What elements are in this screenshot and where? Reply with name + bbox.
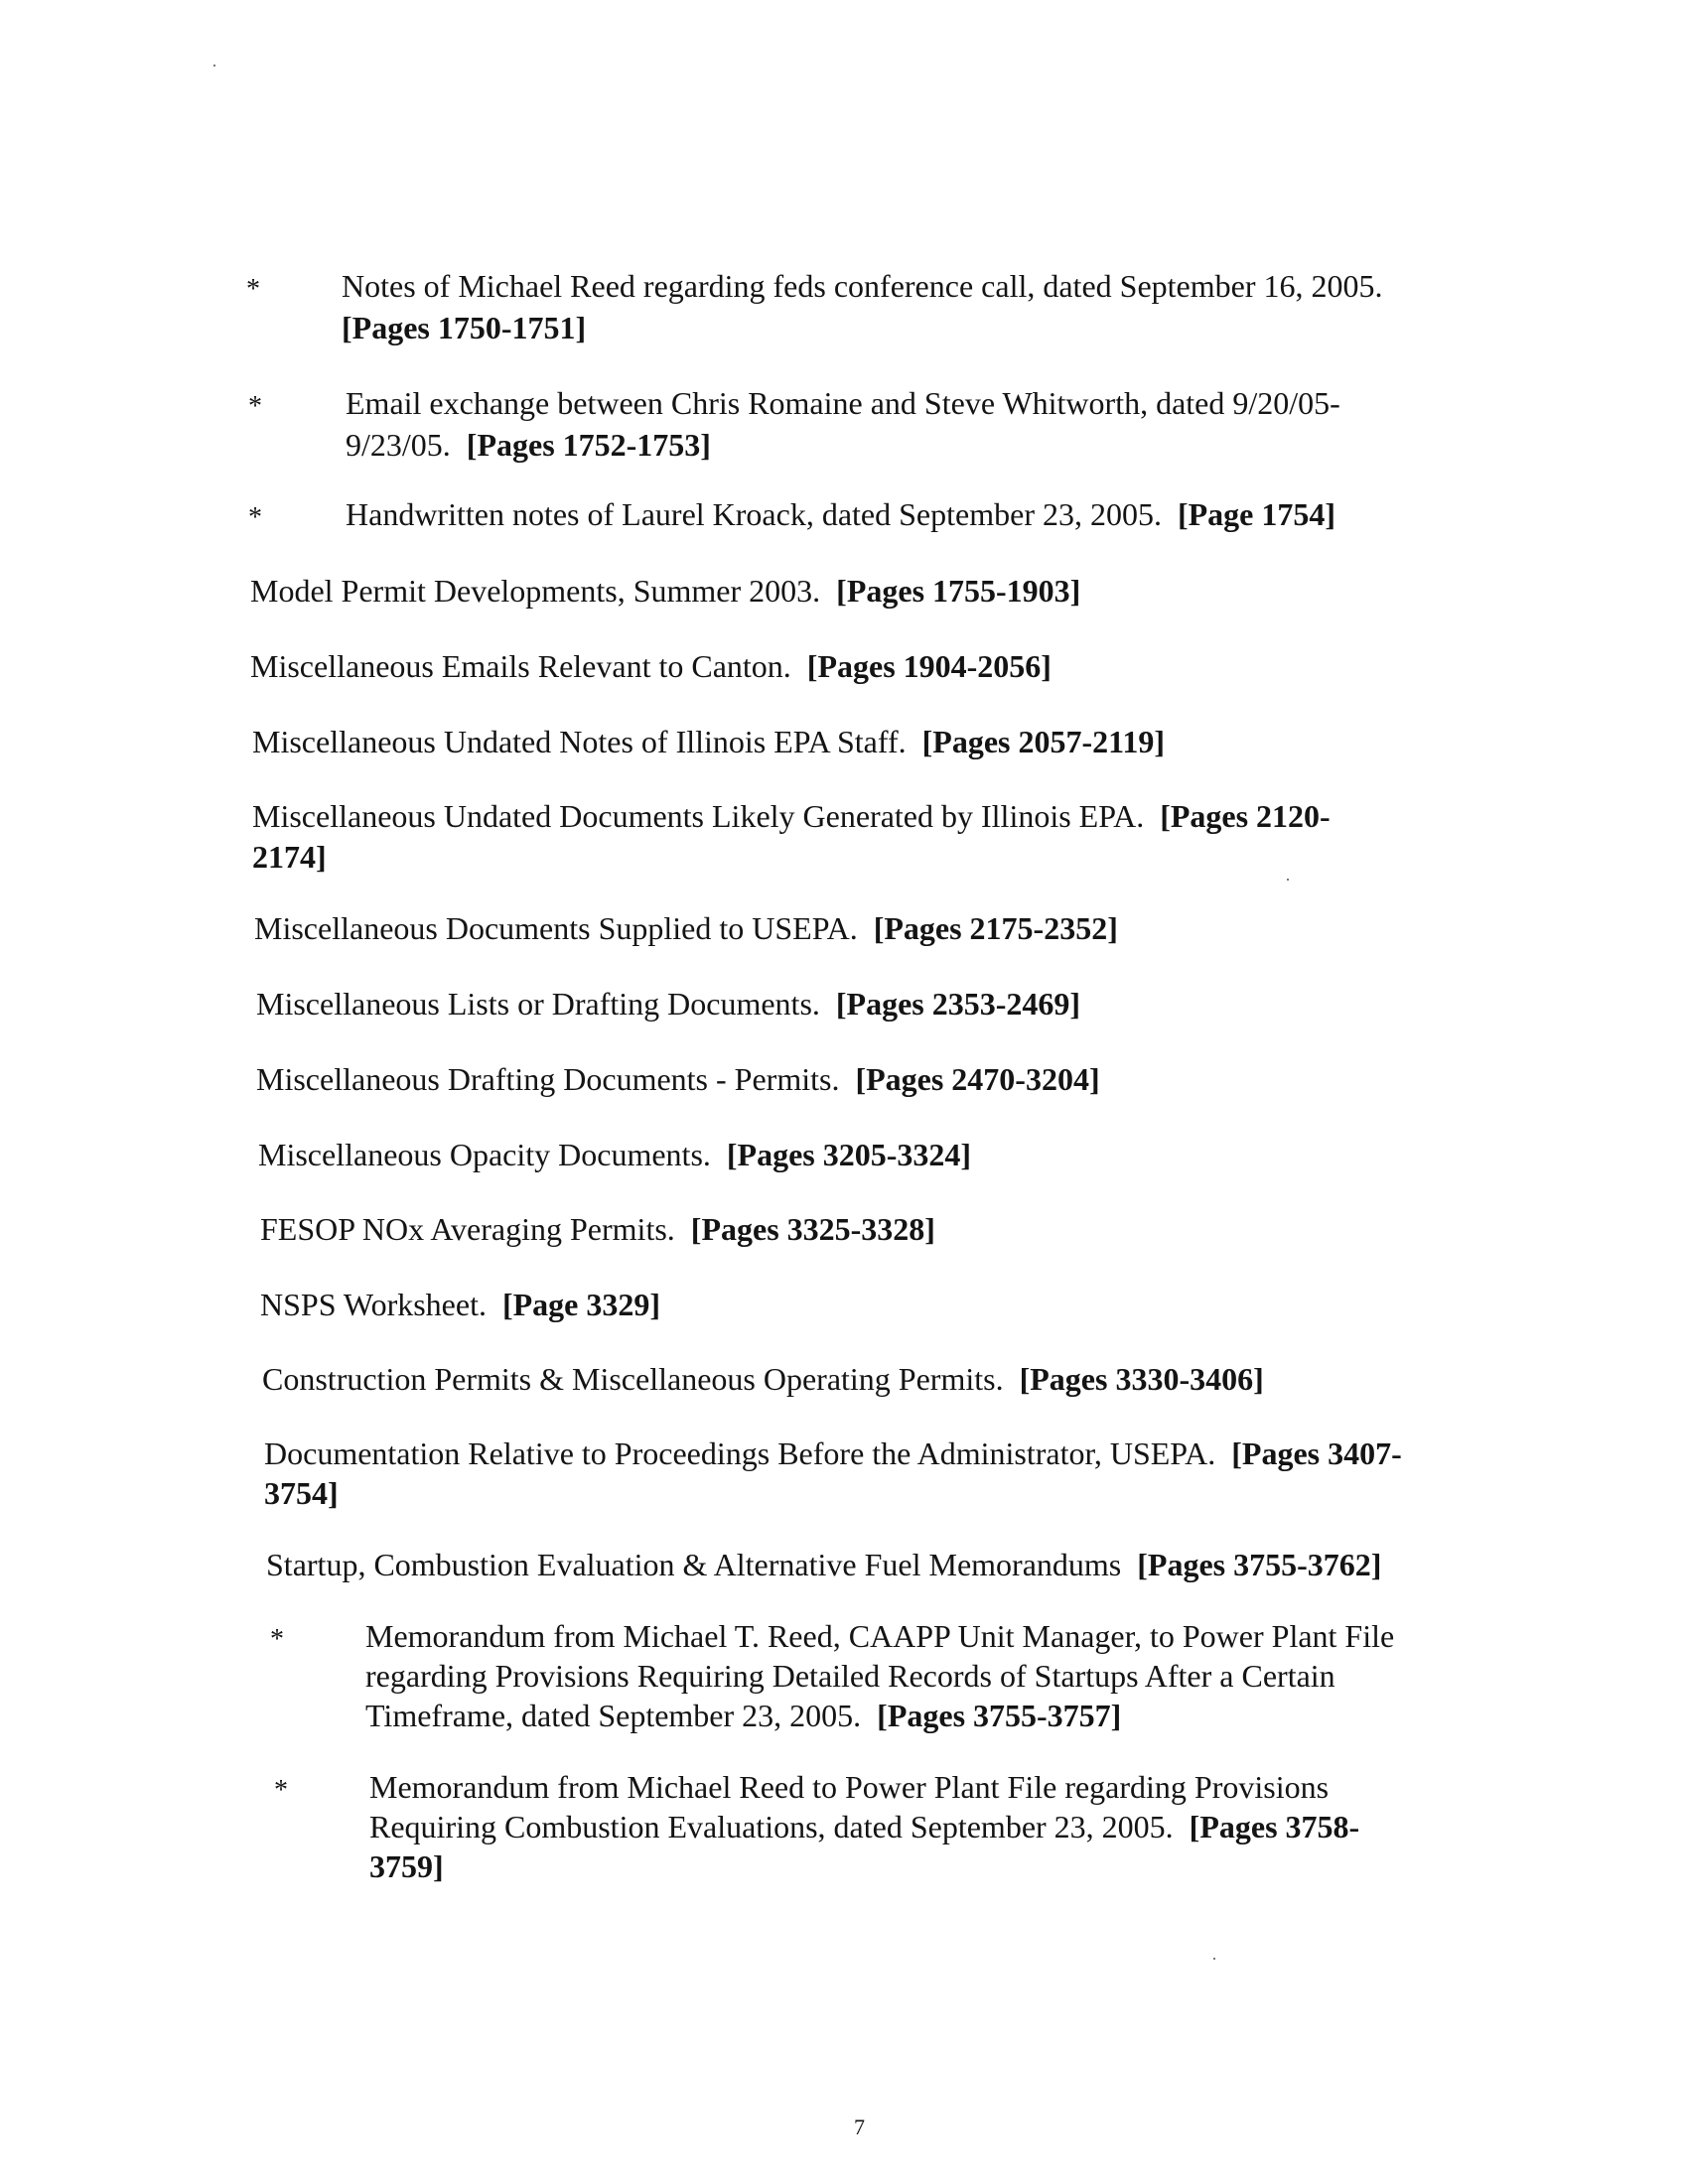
entry-model-permit	[250, 571, 1080, 611]
entry-undated-notes	[252, 722, 1165, 761]
page-reference: [Pages 1750-1751]	[342, 310, 587, 345]
entry-undated-documents	[252, 796, 1331, 836]
page-reference: [Pages 2057-2119]	[921, 724, 1166, 759]
entry-text: Construction Permits & Miscellaneous Operating Permits.	[262, 1361, 1004, 1397]
entry-text: Miscellaneous Undated Documents Likely Generated by Illinois EPA.	[252, 798, 1145, 834]
page-reference: 3754]	[264, 1475, 339, 1511]
bullet-text: regarding Provisions Requiring Detailed Records of Startups After a Certain	[365, 1658, 1335, 1694]
entry-misc-emails	[250, 646, 1052, 686]
page-reference: [Pages 3755-3762]	[1137, 1547, 1382, 1582]
bullet-text: 9/23/05.	[346, 427, 451, 463]
page-reference: 3759]	[369, 1848, 444, 1884]
entry-opacity	[258, 1135, 971, 1174]
bullet-text: Timeframe, dated September 23, 2005.	[365, 1698, 862, 1733]
entry-fesop	[260, 1209, 935, 1249]
entry-text: Miscellaneous Documents Supplied to USEPA.	[254, 910, 858, 946]
page-reference: [Pages 1904-2056]	[806, 648, 1052, 684]
entry-text: Miscellaneous Lists or Drafting Documents.	[256, 986, 820, 1022]
page-reference: [Page 1754]	[1177, 496, 1336, 532]
scan-speck	[1213, 1958, 1215, 1960]
page-reference: [Pages 2175-2352]	[873, 910, 1118, 946]
bullet-marker: *	[270, 1624, 284, 1655]
page-reference: 2174]	[252, 839, 327, 875]
bullet-marker: *	[248, 502, 262, 533]
page-reference: [Pages 3755-3757]	[877, 1698, 1122, 1733]
page-reference: [Pages 3205-3324]	[726, 1137, 972, 1172]
bullet-text: Handwritten notes of Laurel Kroack, dated September 23, 2005.	[346, 496, 1162, 532]
entry-proceedings-continued	[264, 1473, 339, 1513]
bullet-text: Email exchange between Chris Romaine and Steve Whitworth, dated 9/20/05-	[346, 385, 1340, 421]
bullet-item-3	[248, 494, 1440, 538]
entry-startup-memos	[266, 1545, 1381, 1584]
entry-lists-drafting	[256, 984, 1080, 1024]
entry-text: FESOP NOx Averaging Permits.	[260, 1211, 675, 1247]
page-reference: [Pages 3407-	[1231, 1435, 1402, 1471]
entry-text: NSPS Worksheet.	[260, 1287, 487, 1322]
entry-text: Documentation Relative to Proceedings Before the Administrator, USEPA.	[264, 1435, 1216, 1471]
entry-text: Startup, Combustion Evaluation & Alternative Fuel Memorandums	[266, 1547, 1122, 1582]
page-reference: [Page 3329]	[501, 1287, 661, 1322]
page-reference: [Pages 1755-1903]	[836, 573, 1081, 609]
entry-construction-permits	[262, 1359, 1264, 1399]
bullet-marker: *	[248, 391, 262, 422]
bullet-text: Memorandum from Michael Reed to Power Plant File regarding Provisions	[369, 1769, 1330, 1805]
entry-supplied-usepa	[254, 908, 1118, 948]
page-reference: [Pages 3325-3328]	[690, 1211, 935, 1247]
entry-text: Miscellaneous Emails Relevant to Canton.	[250, 648, 791, 684]
bullet-item-4	[270, 1616, 1462, 1745]
entry-undated-documents-continued	[252, 837, 327, 877]
entry-text: Model Permit Developments, Summer 2003.	[250, 573, 821, 609]
page-reference: [Pages 3330-3406]	[1019, 1361, 1264, 1397]
entry-text: Miscellaneous Drafting Documents - Permits.	[256, 1061, 840, 1097]
page-number: 7	[854, 2115, 865, 2139]
bullet-text: Memorandum from Michael T. Reed, CAAPP Unit Manager, to Power Plant File	[365, 1618, 1395, 1654]
entry-proceedings	[264, 1433, 1402, 1473]
bullet-item-2	[248, 383, 1440, 473]
entry-text: Miscellaneous Undated Notes of Illinois EPA Staff.	[252, 724, 907, 759]
scan-speck	[213, 65, 215, 67]
bullet-item-5	[274, 1767, 1466, 1896]
bullet-marker: *	[246, 274, 260, 305]
page-reference: [Pages 1752-1753]	[466, 427, 711, 463]
bullet-marker: *	[274, 1775, 288, 1806]
bullet-text: Requiring Combustion Evaluations, dated September 23, 2005.	[369, 1809, 1174, 1844]
page-reference: [Pages 3758-	[1189, 1809, 1360, 1844]
entry-text: Miscellaneous Opacity Documents.	[258, 1137, 711, 1172]
scan-speck	[1287, 879, 1289, 881]
page-reference: [Pages 2470-3204]	[855, 1061, 1100, 1097]
bullet-text: Notes of Michael Reed regarding feds conference call, dated September 16, 2005.	[342, 268, 1383, 304]
entry-drafting-permits	[256, 1059, 1100, 1099]
entry-nsps	[260, 1285, 660, 1324]
page-reference: [Pages 2353-2469]	[835, 986, 1081, 1022]
bullet-item-1	[246, 266, 1438, 355]
page-reference: [Pages 2120-	[1160, 798, 1331, 834]
